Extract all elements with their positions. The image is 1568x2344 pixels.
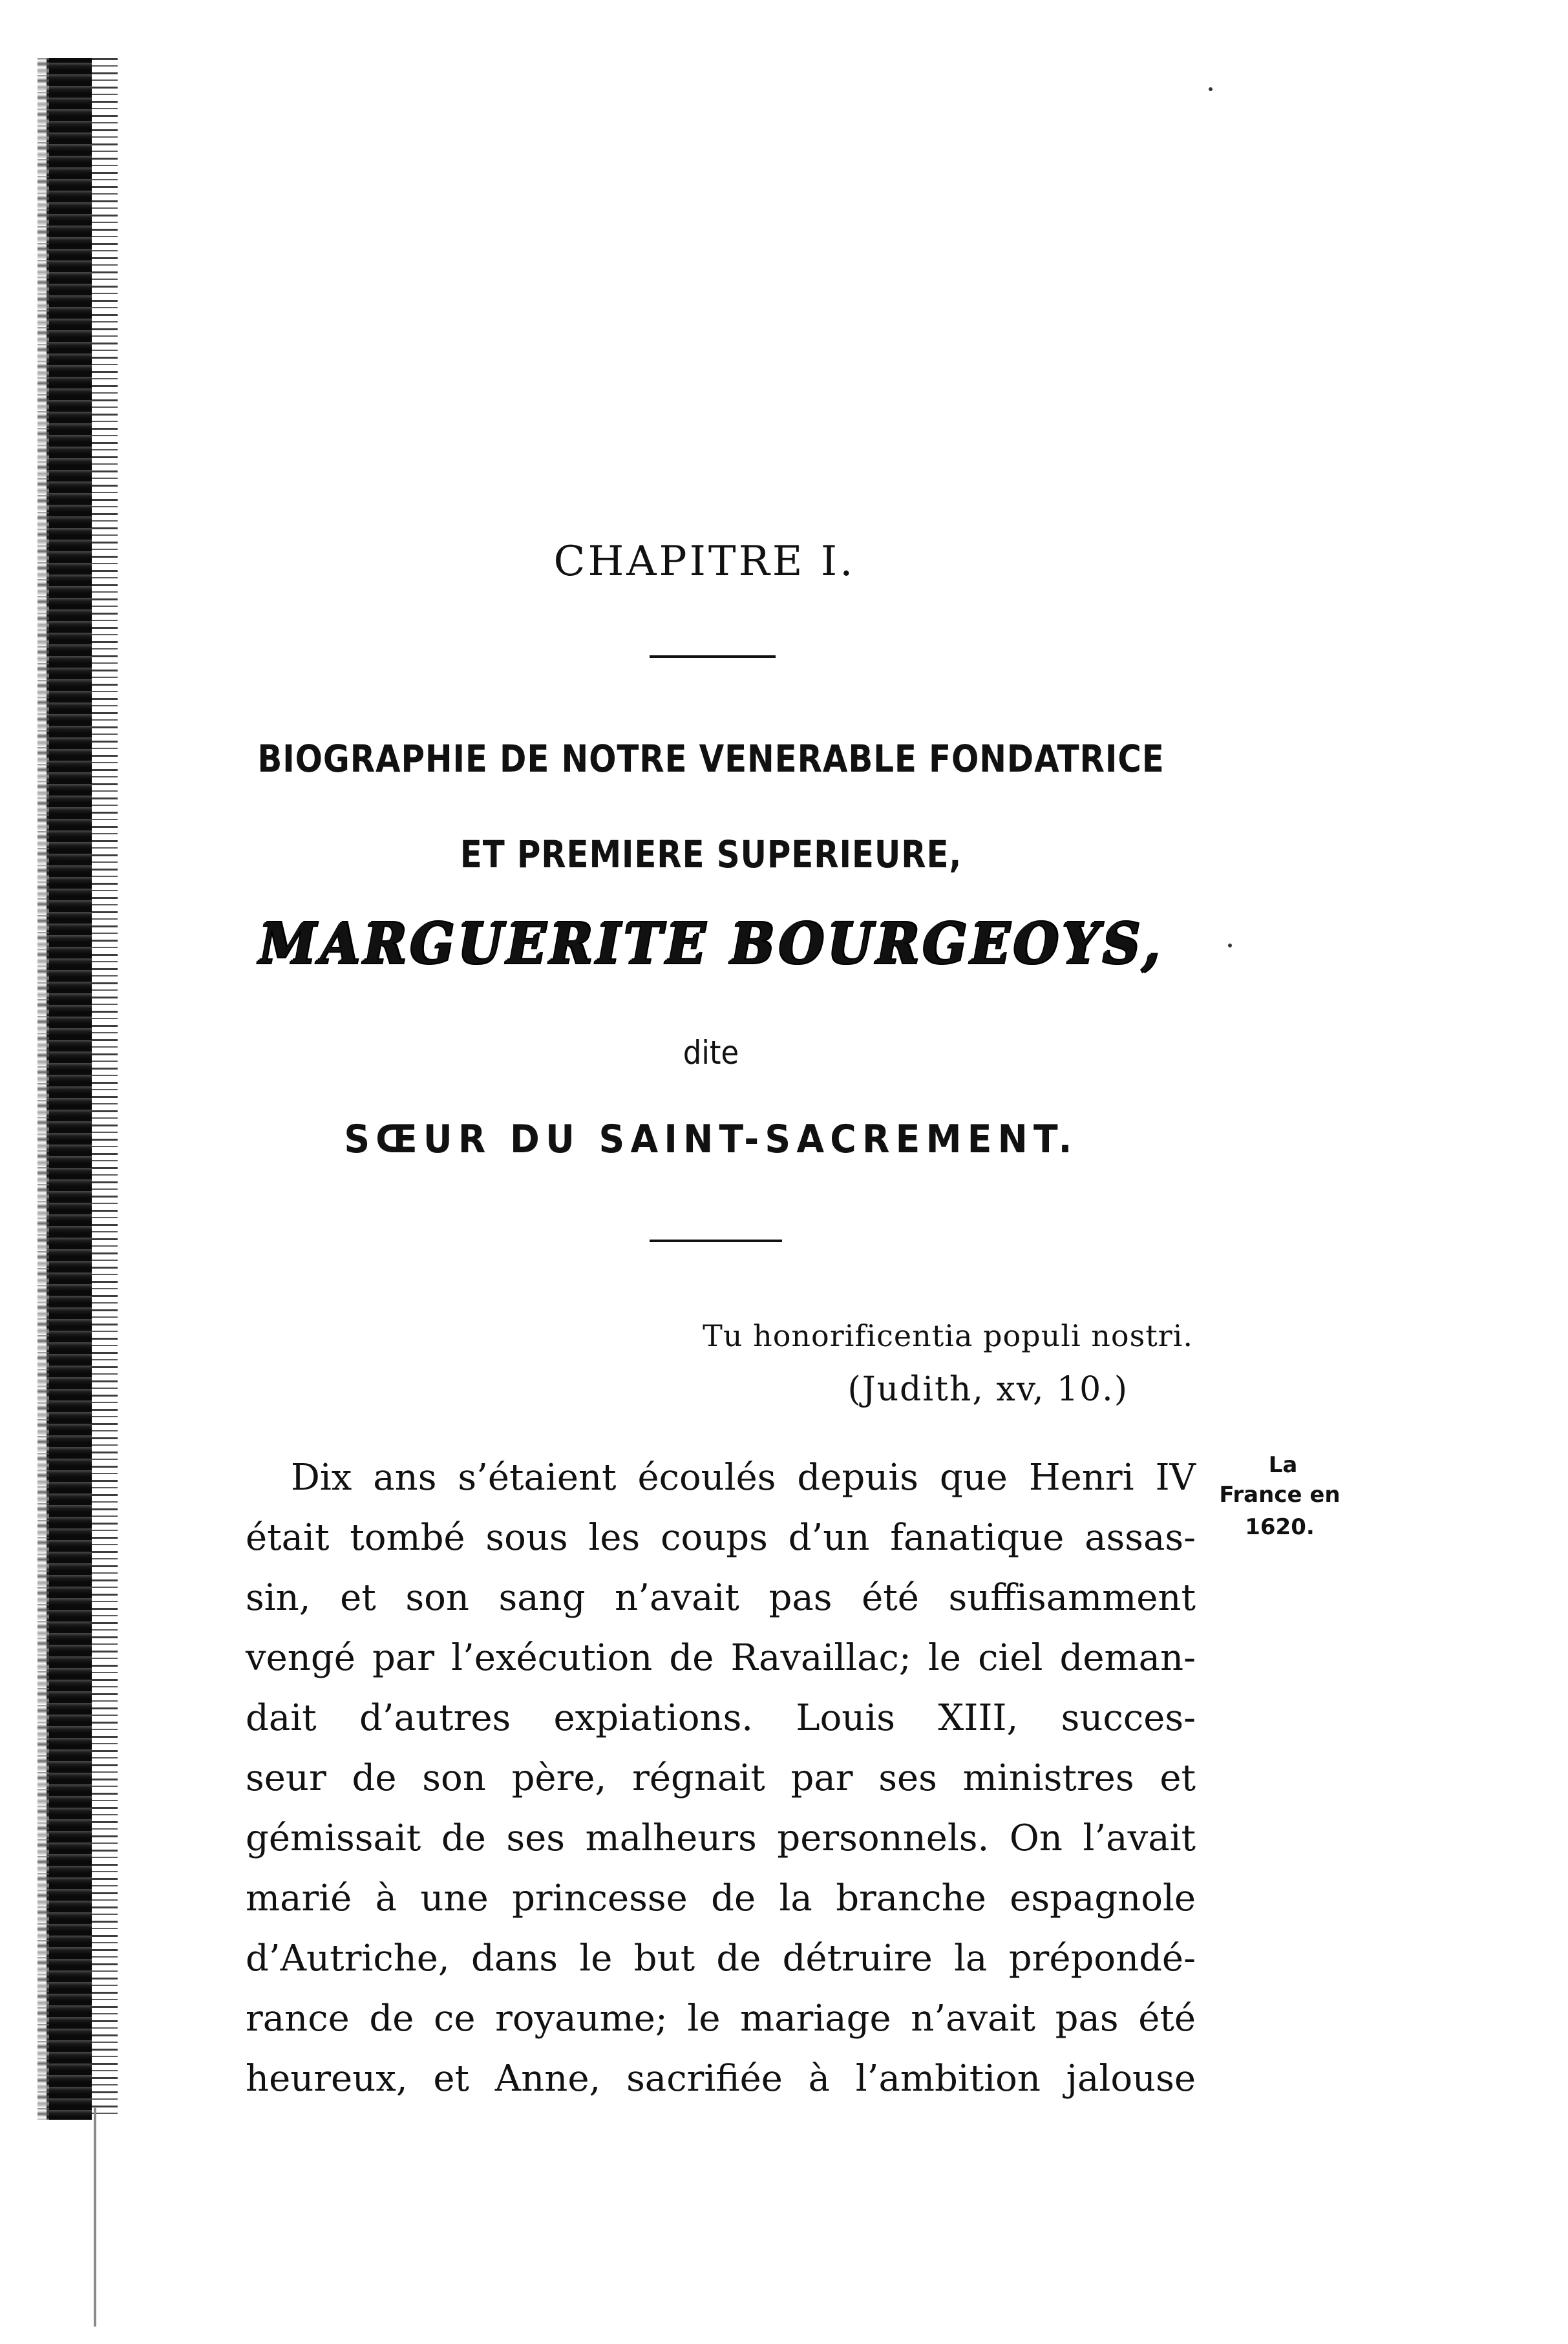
scanned-spine-tail [94,2107,96,2327]
text-line: Dix ans s’étaient écoulés depuis que Henri IV [291,1457,1196,1499]
text-line: seur de son père, régnait par ses ministres et [246,1757,1196,1799]
text-line: marié à une princesse de la branche espagnole [246,1877,1196,1919]
divider-rule [650,655,776,658]
margin-note-line-1: La [1268,1452,1298,1478]
epigraph-quote: Tu honorificentia populi nostri. [703,1318,1193,1353]
chapter-title: CHAPITRE I. [553,538,856,586]
heading-line-1: BIOGRAPHIE DE NOTRE VENERABLE FONDATRICE [257,737,1165,781]
margin-note-line-2: France en [1219,1482,1340,1508]
text-line: heureux, et Anne, sacrifiée à l’ambition jalouse [246,2058,1196,2100]
scanned-spine-edge [47,58,92,2120]
text-line: était tombé sous les coups d’un fanatique assas- [246,1517,1196,1559]
divider-rule [650,1240,782,1242]
text-line: rance de ce royaume; le mariage n’avait pas été [246,1998,1196,2040]
margin-note-line-3: 1620. [1245,1514,1315,1540]
heading-name-ornamental: MARGUERITE BOURGEOYS, [259,911,1163,977]
body-paragraph [246,1448,1196,2109]
text-line: vengé par l’exécution de Ravaillac; le ciel deman- [246,1637,1196,1679]
heading-line-5: SŒUR DU SAINT-SACREMENT. [344,1117,1078,1162]
text-line: sin, et son sang n’avait pas été suffisamment [246,1577,1196,1619]
text-line: d’Autriche, dans le but de détruire la prépondé- [246,1937,1196,1980]
heading-line-2: ET PREMIERE SUPERIEURE, [460,832,962,876]
scan-speck [1209,87,1213,91]
heading-line-dite: dite [683,1034,739,1072]
epigraph-citation: (Judith, xv, 10.) [847,1370,1128,1409]
text-line: dait d’autres expiations. Louis XIII, succes- [246,1697,1196,1739]
text-line: gémissait de ses malheurs personnels. On l’avait [246,1817,1196,1859]
